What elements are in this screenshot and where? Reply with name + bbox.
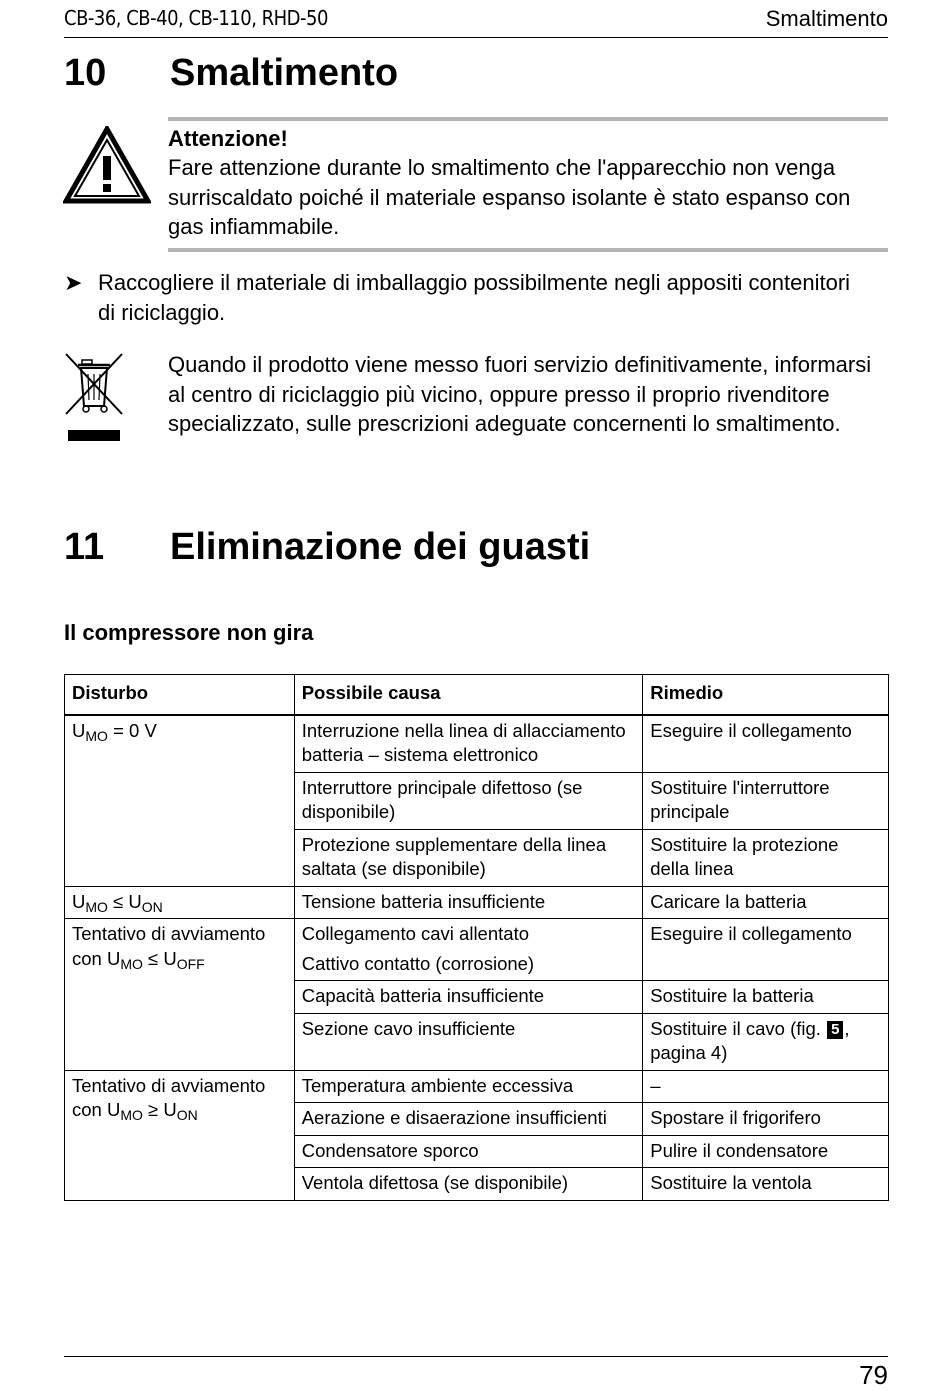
page-number: 79 xyxy=(859,1360,888,1390)
fault-cell: $U_{MO} = 0$ V xyxy=(65,715,295,887)
warning-triangle-icon xyxy=(63,126,151,204)
cause-cell: Condensatore sporco xyxy=(294,1135,643,1168)
header-remedy: Rimedio xyxy=(643,675,889,715)
section-10-number: 10 xyxy=(64,52,107,94)
header-fault: Disturbo xyxy=(65,675,295,715)
fault-cell: Tentativo di avviamento con $U_{MO} \ge U_{ON}$ xyxy=(65,1070,295,1200)
remedy-cell: Caricare la batteria xyxy=(643,886,889,919)
cause-cell: Interruzione nella linea di allacciamento batteria – sistema elettronico xyxy=(294,715,643,773)
figure-reference-badge: 5 xyxy=(827,1021,843,1039)
subsection-title: Il compressore non gira xyxy=(64,620,314,645)
cause-cell: Temperatura ambiente eccessiva xyxy=(294,1070,643,1103)
troubleshooting-table xyxy=(64,674,889,1201)
warning-title: Attenzione! xyxy=(168,126,288,151)
bullet-arrow-icon: ➤ xyxy=(64,270,83,295)
cause-cell: Sezione cavo insufficiente xyxy=(294,1013,643,1070)
cause-cell: Capacità batteria insufficiente xyxy=(294,981,643,1014)
fault-cell: $U_{MO} \le U_{ON}$ xyxy=(65,886,295,919)
document-models: CB-36, CB-40, CB-110, RHD-50 xyxy=(64,6,328,30)
remedy-cell: Sostituire la protezione della linea xyxy=(643,829,889,886)
header-divider xyxy=(64,37,888,38)
warning-top-rule xyxy=(168,117,888,121)
header-cause: Possibile causa xyxy=(294,675,643,715)
header-section-title: Smaltimento xyxy=(765,6,888,31)
cause-cell: Interruttore principale difettoso (se disponibile) xyxy=(294,772,643,829)
remedy-cell: Sostituire la batteria xyxy=(643,981,889,1014)
section-10-title: Smaltimento xyxy=(170,52,399,94)
remedy-cell: Sostituire l'interruttore principale xyxy=(643,772,889,829)
cause-cell: Aerazione e disaerazione insufficienti xyxy=(294,1103,643,1136)
table-header-row xyxy=(65,675,889,715)
remedy-cell: Spostare il frigorifero xyxy=(643,1103,889,1136)
remedy-cell: – xyxy=(643,1070,889,1103)
packaging-instruction: Raccogliere il materiale di imballaggio possibilmente negli appositi contenitori di riciclaggio. xyxy=(98,270,851,325)
fault-cell: Tentativo di avviamento con $U_{MO} \le U_{OFF}$ xyxy=(65,919,295,1071)
cause-cell: Protezione supplementare della linea saltata (se disponibile) xyxy=(294,829,643,886)
table-row xyxy=(65,886,889,919)
cause-cell: Collegamento cavi allentato Cattivo contatto (corrosione) xyxy=(294,919,643,981)
footer-divider xyxy=(64,1356,888,1357)
weee-disposal-text: Quando il prodotto viene messo fuori servizio definitivamente, informarsi al centro di riciclaggio più vicino, oppure presso il proprio rivenditore specializzato, sulle prescrizioni adeguate concernenti lo smaltimento. xyxy=(168,352,872,436)
warning-bottom-rule xyxy=(168,248,888,252)
cause-cell: Ventola difettosa (se disponibile) xyxy=(294,1168,643,1201)
section-11-number: 11 xyxy=(64,526,105,568)
table-row xyxy=(65,919,889,981)
table-row xyxy=(65,715,889,773)
remedy-cell: Eseguire il collegamento xyxy=(643,919,889,981)
crossed-bin-icon xyxy=(64,352,124,444)
cause-cell: Tensione batteria insufficiente xyxy=(294,886,643,919)
warning-text: Fare attenzione durante lo smaltimento che l'apparecchio non venga surriscaldato poiché il materiale espanso isolante è stato espanso con gas infiammabile. xyxy=(168,155,851,239)
remedy-cell: Sostituire la ventola xyxy=(643,1168,889,1201)
remedy-cell: Pulire il condensatore xyxy=(643,1135,889,1168)
remedy-cell: Eseguire il collegamento xyxy=(643,715,889,773)
remedy-cell: Sostituire il cavo (fig. 5 , pagina 4) xyxy=(643,1013,889,1070)
section-10-heading xyxy=(64,52,398,95)
section-11-heading xyxy=(64,526,590,569)
section-11-title: Eliminazione dei guasti xyxy=(170,526,591,568)
table-row xyxy=(65,1070,889,1103)
